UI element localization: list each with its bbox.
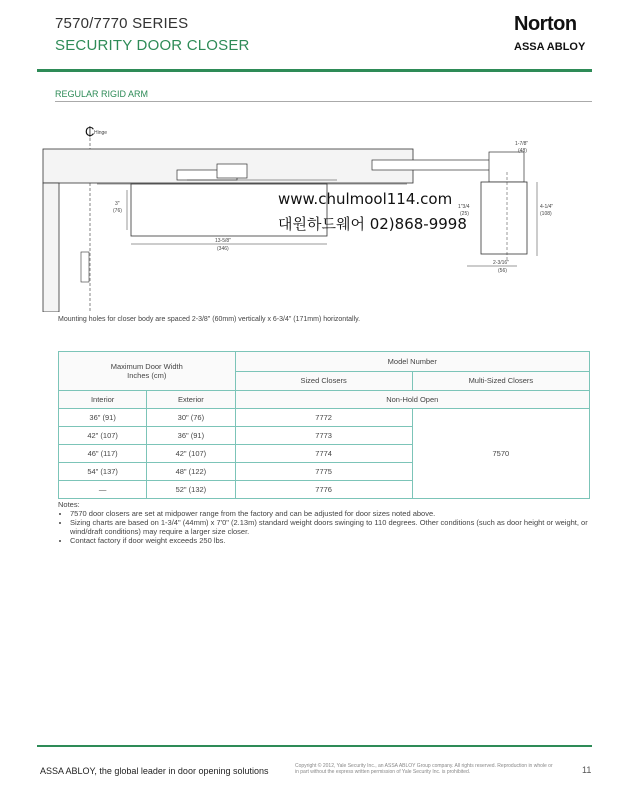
header-divider bbox=[37, 69, 592, 72]
max-width-header-label: Maximum Door Width bbox=[110, 362, 183, 371]
note-item: • Contact factory if door weight exceeds 250 lbs. bbox=[70, 536, 598, 545]
page-number: 11 bbox=[582, 765, 592, 775]
exterior-header: Exterior bbox=[147, 391, 235, 409]
max-width-header-unit: Inches (cm) bbox=[127, 371, 167, 380]
sizing-table bbox=[58, 351, 590, 499]
sized-closers-header: Sized Closers bbox=[235, 371, 412, 391]
watermark-url: www.chulmool114.com bbox=[278, 190, 453, 208]
product-subtitle: SECURITY DOOR CLOSER bbox=[55, 37, 250, 54]
dim-right-mm: (108) bbox=[540, 211, 552, 217]
interior-cell: 54" (137) bbox=[59, 463, 147, 481]
footer-copyright: Copyright © 2012, Yale Security Inc., an ASSA ABLOY Group company. All rights reserved. Reproduction in whole or in part without the express written permission of Yale Security Inc. is prohibited. bbox=[295, 763, 553, 775]
note-item: • 7570 door closers are set at midpower range from the factory and can be adjusted for door sizes noted above. bbox=[70, 509, 598, 518]
exterior-cell: 48" (122) bbox=[147, 463, 235, 481]
dim-mid-mm: (25) bbox=[460, 211, 469, 217]
brand-sub-logo: ASSA ABLOY bbox=[514, 41, 586, 53]
model-cell: 7775 bbox=[235, 463, 412, 481]
watermark-contact: 대원하드웨어 02)868-9998 bbox=[278, 215, 467, 233]
exterior-cell: 36" (91) bbox=[147, 427, 235, 445]
footer-divider bbox=[37, 745, 592, 747]
dim-right-label: 4-1/4" bbox=[540, 204, 554, 210]
model-cell: 7772 bbox=[235, 409, 412, 427]
interior-cell: — bbox=[59, 481, 147, 499]
interior-cell: 46" (117) bbox=[59, 445, 147, 463]
notes bbox=[58, 500, 598, 545]
interior-cell: 36" (91) bbox=[59, 409, 147, 427]
non-hold-open-header: Non-Hold Open bbox=[235, 391, 589, 409]
dim-height-label: 3" bbox=[115, 201, 120, 207]
mounting-note: Mounting holes for closer body are spaced 2-3/8" (60mm) vertically x 6-3/4" (171mm) horizontally. bbox=[58, 316, 361, 323]
hinge-label: Hinge bbox=[94, 130, 108, 136]
interior-cell: 42" (107) bbox=[59, 427, 147, 445]
dim-bottom-mm: (56) bbox=[498, 268, 507, 274]
exterior-cell: 42" (107) bbox=[147, 445, 235, 463]
dim-bottom-label: 2-3/16" bbox=[493, 260, 509, 266]
section-divider bbox=[55, 101, 592, 102]
model-cell: 7773 bbox=[235, 427, 412, 445]
model-cell: 7776 bbox=[235, 481, 412, 499]
exterior-cell: 30" (76) bbox=[147, 409, 235, 427]
note-item: • Sizing charts are based on 1-3/4" (44mm) x 7'0" (2.13m) standard weight doors swinging to 110 degrees. Other conditions (such as door height or weight, or wind/draft conditions) may require a larger size closer. bbox=[70, 518, 598, 536]
model-number-header: Model Number bbox=[235, 352, 589, 372]
table-row bbox=[59, 409, 590, 427]
dim-top-mm: (48) bbox=[518, 148, 527, 154]
notes-title: Notes: bbox=[58, 500, 80, 509]
multi-sized-model-cell: 7570 bbox=[412, 409, 589, 499]
dim-length-mm: (346) bbox=[217, 246, 229, 252]
model-cell: 7774 bbox=[235, 445, 412, 463]
dim-length-label: 13-5/8" bbox=[215, 238, 231, 244]
multi-sized-header: Multi-Sized Closers bbox=[412, 371, 589, 391]
closer-dimension-drawing bbox=[37, 112, 597, 312]
series-title: 7570/7770 SERIES bbox=[55, 15, 189, 32]
dim-top-label: 1-7/8" bbox=[515, 141, 529, 147]
exterior-cell: 52" (132) bbox=[147, 481, 235, 499]
interior-header: Interior bbox=[59, 391, 147, 409]
section-title: REGULAR RIGID ARM bbox=[55, 89, 149, 99]
hinge-centerline-symbol: ₵ bbox=[85, 124, 95, 139]
footer-tagline: ASSA ABLOY, the global leader in door opening solutions bbox=[40, 766, 269, 776]
dim-mid-label: 1"3/4 bbox=[458, 204, 470, 210]
brand-logo: Norton bbox=[514, 13, 577, 35]
dim-height-mm: (76) bbox=[113, 208, 122, 214]
max-width-header bbox=[59, 352, 236, 391]
